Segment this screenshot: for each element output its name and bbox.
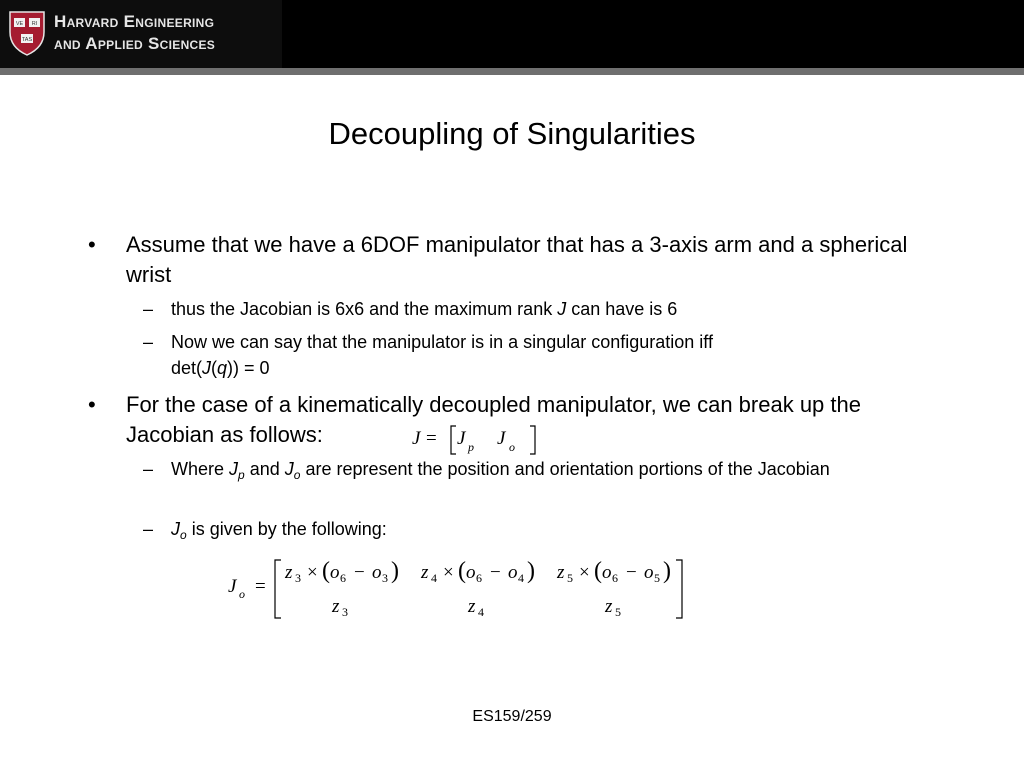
- m-r1c1-o1s: 6: [340, 571, 346, 585]
- m-r2c3-zs: 5: [615, 605, 621, 619]
- brand-line-1: Harvard Engineering: [54, 12, 215, 31]
- brand-line-2: and Applied Sciences: [54, 34, 216, 53]
- eq2-lhs: J: [228, 576, 237, 597]
- m-r1c2-times: ×: [443, 562, 454, 583]
- m-r1c2-o2s: 4: [518, 571, 524, 585]
- m-r2c1-zs: 3: [342, 605, 348, 619]
- m-r1c1-times: ×: [307, 562, 318, 583]
- m-r1c2-z: z: [421, 562, 429, 583]
- bullet-marker: •: [88, 232, 96, 257]
- eq1-jo: J: [497, 428, 506, 449]
- m-r1c2-o2: o: [508, 562, 518, 583]
- m-r1c1-o2s: 3: [382, 571, 388, 585]
- m-r1c1-rparen: ): [391, 558, 399, 584]
- slide-title: Decoupling of Singularities: [328, 116, 696, 151]
- shield-text-ri: RI: [31, 21, 38, 27]
- m-r1c3-lparen: (: [594, 558, 602, 584]
- paren: (: [211, 358, 218, 378]
- m-r1c1-z: z: [285, 562, 293, 583]
- var-q: q: [217, 358, 228, 378]
- sub-1-text: thus the Jacobian is 6x6 and the maximum rank: [171, 299, 558, 319]
- var-j: J: [171, 519, 180, 539]
- m-r1c3-o2: o: [644, 562, 654, 583]
- sub-1-rest: are represent the position and orientation portions of the Jacobian: [300, 459, 830, 479]
- harvard-shield-icon: [8, 10, 46, 56]
- m-r1c2-zs: 4: [431, 571, 437, 585]
- eq2-lhs-sub: o: [239, 587, 245, 601]
- m-r1c3-o1s: 6: [612, 571, 618, 585]
- brand-text: [54, 11, 215, 55]
- eq1-lhs: J: [412, 428, 421, 449]
- m-r1c1-lparen: (: [322, 558, 330, 584]
- m-r2c1-z: z: [332, 596, 340, 617]
- m-r1c1-zs: 3: [295, 571, 301, 585]
- m-r2c2-zs: 4: [478, 605, 484, 619]
- where-text: Where: [171, 459, 230, 479]
- dash-marker: –: [143, 332, 154, 352]
- bullet-1-text: Assume that we have a 6DOF manipulator that has a 3-axis arm and a spherical wrist: [126, 232, 908, 287]
- eq1-equals: =: [426, 428, 437, 449]
- m-r1c3-z: z: [557, 562, 565, 583]
- shield-text-tas: TAS: [21, 37, 33, 43]
- dash-marker: –: [143, 299, 154, 319]
- bullet-marker: •: [88, 392, 96, 417]
- m-r2c2-z: z: [468, 596, 476, 617]
- det-text: det(: [171, 358, 203, 378]
- eq2-equals: =: [255, 576, 266, 597]
- and-text: and: [244, 459, 285, 479]
- shield-text-ve: VE: [15, 21, 24, 27]
- det-end: )) = 0: [227, 358, 270, 378]
- m-r1c2-rparen: ): [527, 558, 535, 584]
- sub-o: o: [293, 468, 301, 482]
- jo-matrix-equation: [228, 556, 698, 624]
- sub-p: p: [238, 468, 245, 482]
- m-r1c2-minus: −: [490, 562, 501, 583]
- m-r1c3-minus: −: [626, 562, 637, 583]
- eq1-jp: J: [457, 428, 466, 449]
- m-r1c3-times: ×: [579, 562, 590, 583]
- m-r1c1-o1: o: [330, 562, 340, 583]
- m-r1c3-zs: 5: [567, 571, 573, 585]
- eq1-p-sub: p: [468, 440, 474, 454]
- sub-o: o: [180, 528, 187, 542]
- m-r1c2-o1: o: [466, 562, 476, 583]
- m-r1c2-o1s: 6: [476, 571, 482, 585]
- m-r2c3-z: z: [605, 596, 613, 617]
- eq1-o-sub: o: [509, 440, 515, 454]
- footer-course-code: ES159/259: [472, 708, 552, 725]
- sub-2-rest: is given by the following:: [186, 519, 387, 539]
- dash-marker: –: [143, 519, 154, 539]
- var-j: J: [284, 459, 294, 479]
- jacobian-split-equation: [412, 422, 542, 458]
- header-divider: [0, 68, 1024, 75]
- bullet-2-sub-1: [143, 456, 931, 488]
- var-j: J: [202, 358, 212, 378]
- bullet-1: [88, 230, 946, 290]
- m-r1c3-rparen: ): [663, 558, 671, 584]
- var-j: J: [557, 299, 567, 319]
- bullet-2-text: For the case of a kinematically decoupled manipulator, we can break up the Jacobian as follows:: [126, 392, 861, 447]
- m-r1c1-o2: o: [372, 562, 382, 583]
- var-j: J: [229, 459, 239, 479]
- bullet-1-sub-2: [143, 329, 931, 381]
- bullet-1-sub-1: [143, 296, 931, 322]
- m-r1c3-o2s: 5: [654, 571, 660, 585]
- m-r1c2-lparen: (: [458, 558, 466, 584]
- logo-block: [0, 0, 282, 68]
- m-r1c1-minus: −: [354, 562, 365, 583]
- dash-marker: –: [143, 459, 154, 479]
- m-r1c3-o1: o: [602, 562, 612, 583]
- sub-2-line-1: Now we can say that the manipulator is in a singular configuration iff: [171, 332, 713, 352]
- sub-1-text-end: can have is 6: [566, 299, 678, 319]
- bullet-2-sub-2: [143, 516, 931, 548]
